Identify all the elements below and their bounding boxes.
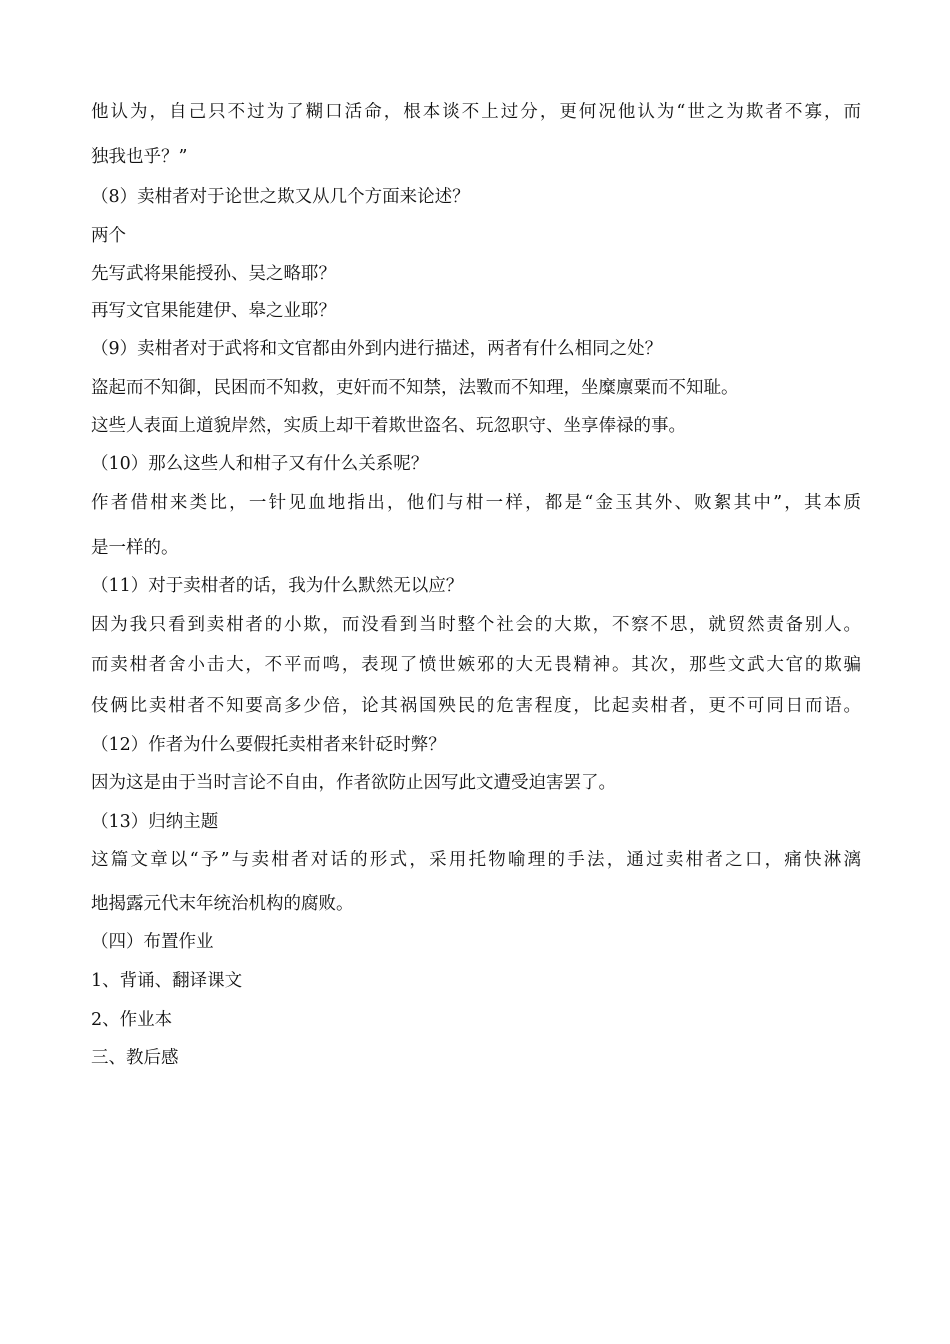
answer-line: 盗起而不知御，民困而不知救，吏奸而不知禁，法斁而不知理，坐糜廪粟而不知耻。 (91, 378, 739, 398)
question-heading: （10）那么这些人和柑子又有什么关系呢？ (91, 454, 429, 474)
answer-line: 先写武将果能授孙、吴之略耶？ (91, 264, 336, 284)
question-heading: （8）卖柑者对于论世之欺又从几个方面来论述？ (91, 187, 470, 207)
answer-line: 这篇文章以“予”与卖柑者对话的形式，采用托物喻理的手法，通过卖柑者之口，痛快淋漓 (91, 850, 861, 870)
answer-line: 而卖柑者舍小击大，不平而鸣，表现了愤世嫉邪的大无畏精神。其次，那些文武大官的欺骗 (91, 655, 861, 675)
question-heading: （11）对于卖柑者的话，我为什么默然无以应？ (91, 576, 464, 596)
section-heading: 三、教后感 (91, 1048, 179, 1068)
paragraph-line: 他认为，自己只不过为了糊口活命，根本谈不上过分，更何况他认为“世之为欺者不寡，而 (91, 102, 861, 122)
answer-line: 两个 (91, 226, 126, 246)
answer-line: 这些人表面上道貌岸然，实质上却干着欺世盗名、玩忽职守、坐享俸禄的事。 (91, 416, 686, 436)
paragraph-line: 独我也乎？” (91, 147, 188, 167)
question-heading: （13）归纳主题 (91, 812, 219, 832)
question-heading: （12）作者为什么要假托卖柑者来针砭时弊？ (91, 735, 446, 755)
question-heading: （9）卖柑者对于武将和文官都由外到内进行描述，两者有什么相同之处？ (91, 339, 663, 359)
answer-line: 再写文官果能建伊、皋之业耶？ (91, 301, 336, 321)
answer-line: 因为这是由于当时言论不自由，作者欲防止因写此文遭受迫害罢了。 (91, 773, 616, 793)
answer-line: 是一样的。 (91, 538, 179, 558)
answer-line: 作者借柑来类比，一针见血地指出，他们与柑一样，都是“金玉其外、败絮其中”，其本质 (91, 493, 861, 513)
homework-item: 2、作业本 (91, 1010, 173, 1030)
answer-line: 伎俩比卖柑者不知要高多少倍，论其祸国殃民的危害程度，比起卖柑者，更不可同日而语。 (91, 696, 861, 716)
answer-line: 因为我只看到卖柑者的小欺，而没看到当时整个社会的大欺，不察不思，就贸然责备别人。 (91, 615, 861, 635)
section-heading: （四）布置作业 (91, 932, 214, 952)
answer-line: 地揭露元代末年统治机构的腐败。 (91, 894, 354, 914)
homework-item: 1、背诵、翻译课文 (91, 971, 243, 991)
